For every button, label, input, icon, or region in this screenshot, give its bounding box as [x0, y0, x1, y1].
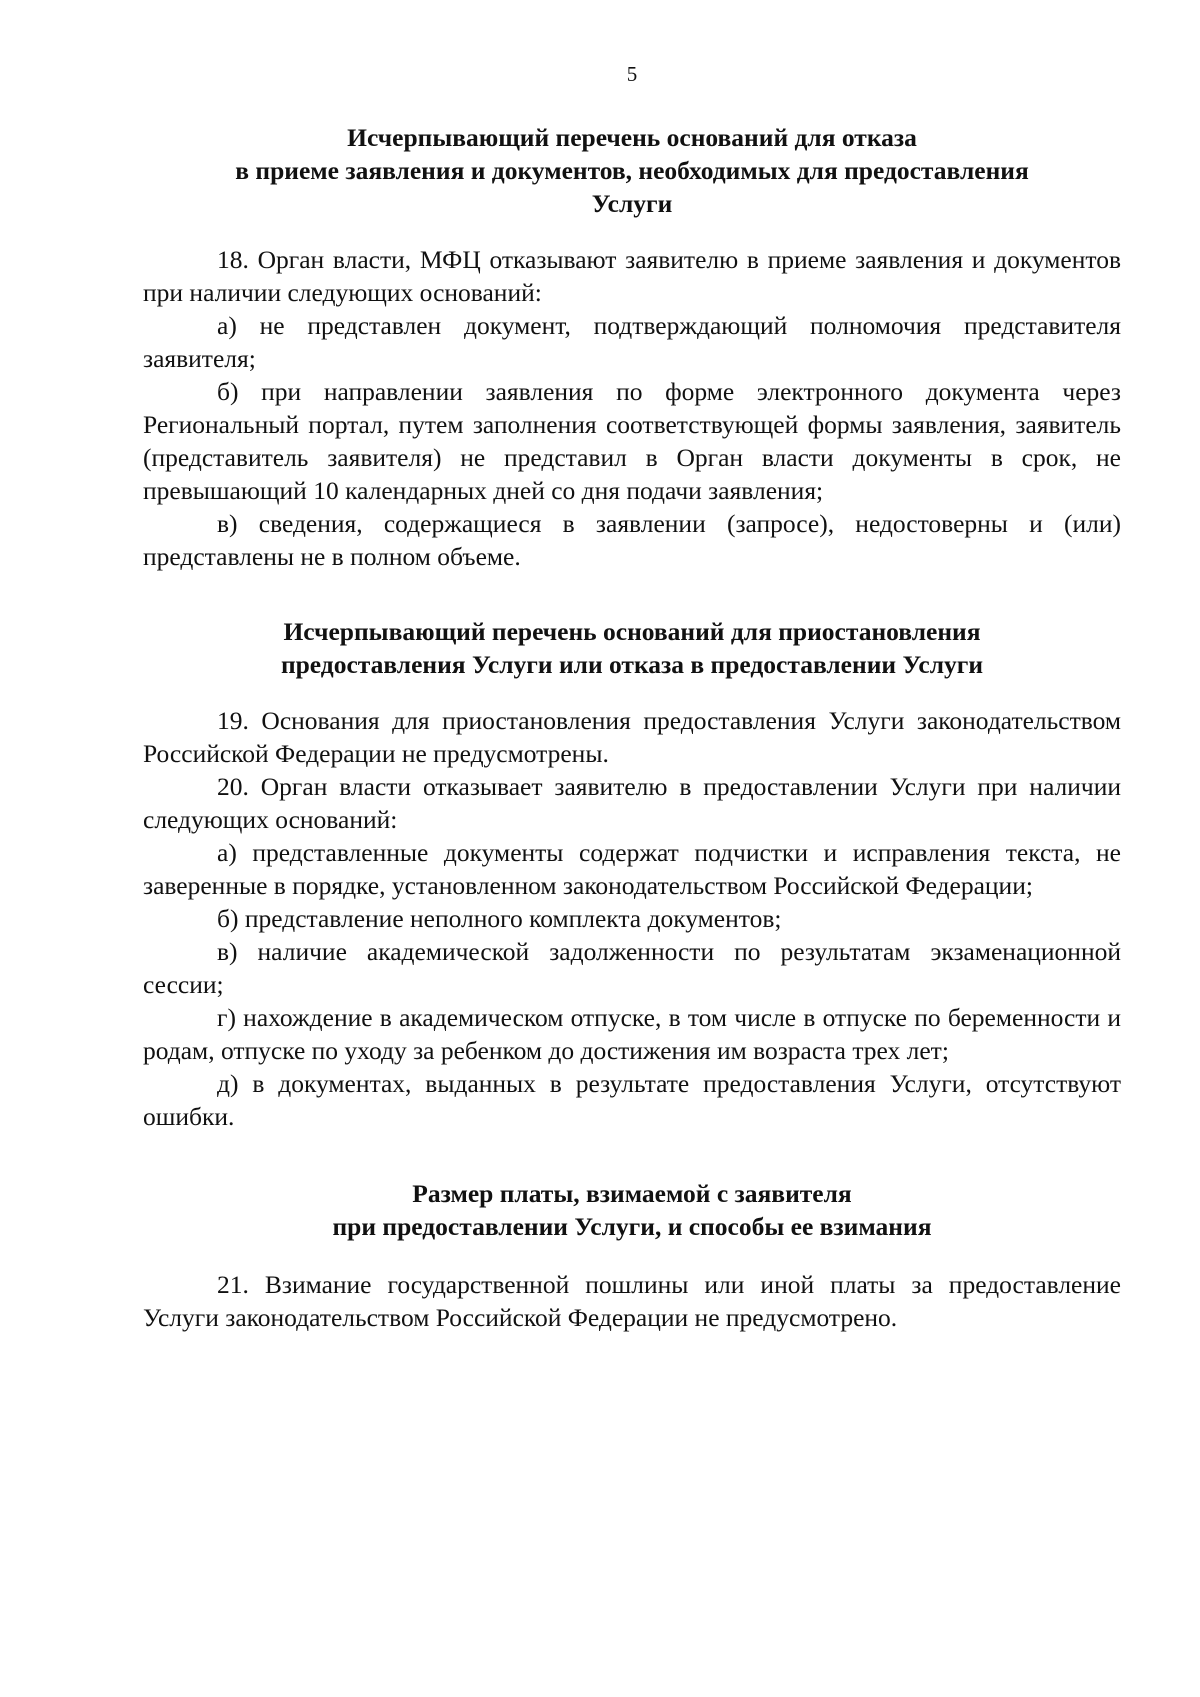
paragraph-19: 19. Основания для приостановления предоставления Услуги законодательством Российской Федерации не предусмотрены. — [143, 706, 1121, 768]
heading-line: Услуги — [591, 189, 673, 218]
paragraph-21: 21. Взимание государственной пошлины или иной платы за предоставление Услуги законодательством Российской Федерации не предусмотрено. — [143, 1270, 1121, 1332]
heading-line: Исчерпывающий перечень оснований для отказа — [347, 123, 917, 152]
paragraph-20d: д) в документах, выданных в результате предоставления Услуги, отсутствуют ошибки. — [143, 1069, 1121, 1131]
paragraph-20a: а) представленные документы содержат подчистки и исправления текста, не заверенные в порядке, установленном законодательством Российской Федерации; — [143, 838, 1121, 900]
document-page — [143, 60, 1121, 1334]
section-heading-fee — [143, 1177, 1121, 1243]
paragraph-18v: в) сведения, содержащиеся в заявлении (запросе), недостоверны и (или) представлены не в полном объеме. — [143, 509, 1121, 571]
paragraph-18: 18. Орган власти, МФЦ отказывают заявителю в приеме заявления и документов при наличии следующих оснований: — [143, 245, 1121, 307]
section-body-fee — [143, 1268, 1121, 1334]
heading-line: при предоставлении Услуги, и способы ее взимания — [332, 1212, 932, 1241]
paragraph-20g: г) нахождение в академическом отпуске, в том числе в отпуске по беременности и родам, отпуске по уходу за ребенком до достижения им возраста трех лет; — [143, 1003, 1121, 1065]
section-heading-refusal-acceptance — [143, 121, 1121, 220]
heading-line: Размер платы, взимаемой с заявителя — [412, 1179, 852, 1208]
page-number: 5 — [626, 62, 638, 86]
paragraph-18a: а) не представлен документ, подтверждающий полномочия представителя заявителя; — [143, 311, 1121, 373]
paragraph-18b: б) при направлении заявления по форме электронного документа через Региональный портал, путем заполнения соответствующей формы заявления, заявитель (представитель заявителя) не представил в Орган власти документы в срок, не превышающий 10 календарных дней со дня подачи заявления; — [143, 377, 1121, 505]
paragraph-20v: в) наличие академической задолженности по результатам экзаменационной сессии; — [143, 937, 1121, 999]
paragraph-20: 20. Орган власти отказывает заявителю в предоставлении Услуги при наличии следующих оснований: — [143, 772, 1121, 834]
section-body-suspension-refusal — [143, 704, 1121, 1133]
paragraph-20b: б) представление неполного комплекта документов; — [217, 904, 782, 933]
section-body-refusal-acceptance — [143, 243, 1121, 573]
heading-line: в приеме заявления и документов, необходимых для предоставления — [235, 156, 1029, 185]
heading-line: Исчерпывающий перечень оснований для приостановления — [283, 617, 981, 646]
heading-line: предоставления Услуги или отказа в предоставлении Услуги — [280, 650, 984, 679]
section-heading-suspension-refusal — [143, 615, 1121, 681]
